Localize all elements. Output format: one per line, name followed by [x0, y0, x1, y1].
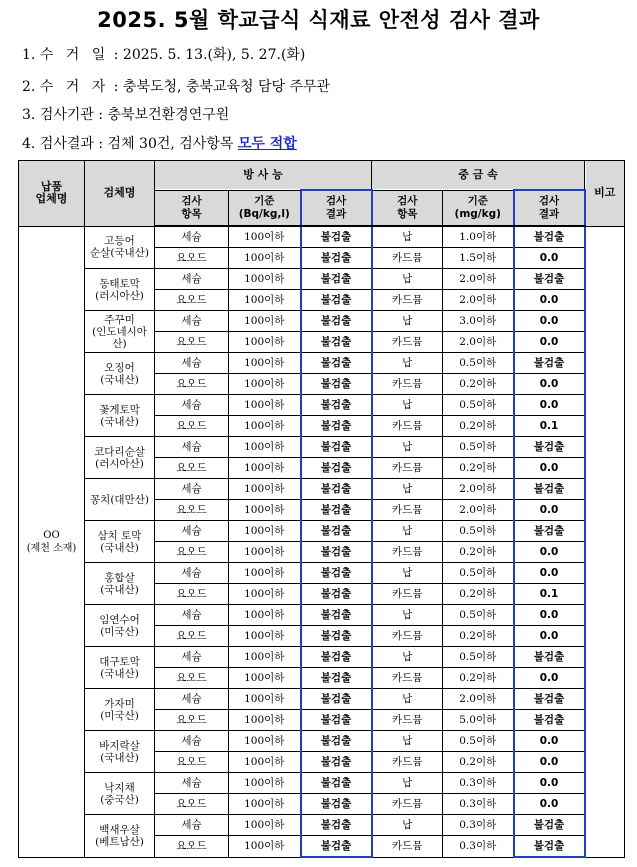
rad-item-cell: 세슘	[155, 479, 229, 500]
hm-item-cell: 납	[372, 773, 443, 794]
rad-result-cell: 불검출	[301, 626, 372, 647]
header-sample: 검체명	[85, 161, 155, 227]
rad-result-cell: 불검출	[301, 374, 372, 395]
sample-name-cell: 가자미 (미국산)	[85, 689, 155, 731]
hm-result-cell: 불검출	[514, 521, 585, 542]
info-label: 수 거 자	[39, 79, 110, 95]
hm-standard-cell: 0.3이하	[443, 815, 514, 836]
info-line-collector: 2. 수 거 자 : 충북도청, 충북교육청 담당 주무관	[22, 79, 331, 95]
hm-result-cell: 불검출	[514, 689, 585, 710]
rad-item-cell: 요오드	[155, 752, 229, 773]
rad-standard-cell: 100이하	[229, 605, 301, 626]
table-row	[19, 226, 625, 248]
hm-standard-cell: 0.2이하	[443, 374, 514, 395]
rad-standard-cell: 100이하	[229, 226, 301, 248]
hm-item-cell: 카드뮴	[372, 710, 443, 731]
rad-result-cell: 불검출	[301, 647, 372, 668]
info-value: 2025. 5. 13.(화), 5. 27.(화)	[122, 47, 306, 63]
info-value: 검체 30건, 검사항목	[107, 136, 234, 152]
rad-standard-cell: 100이하	[229, 710, 301, 731]
rad-item-cell: 세슘	[155, 521, 229, 542]
hm-standard-cell: 0.5이하	[443, 353, 514, 374]
hm-standard-cell: 5.0이하	[443, 710, 514, 731]
hm-result-cell: 0.0	[514, 668, 585, 689]
header-radiation: 방 사 능	[155, 161, 372, 191]
hm-standard-cell: 0.3이하	[443, 794, 514, 815]
sample-name-cell: 대구토막 (국내산)	[85, 647, 155, 689]
hm-item-cell: 카드뮴	[372, 836, 443, 858]
sample-name-cell: 동태토막 (러시아산)	[85, 269, 155, 311]
header-heavy-metal: 중 금 속	[372, 161, 585, 191]
rad-result-cell: 불검출	[301, 458, 372, 479]
hm-item-cell: 납	[372, 815, 443, 836]
rad-result-cell: 불검출	[301, 773, 372, 794]
result-highlight: 모두 적합	[237, 136, 297, 152]
rad-result-cell: 불검출	[301, 605, 372, 626]
info-line-lab: 3. 검사기관 : 충북보건환경연구원	[22, 107, 230, 123]
hm-item-cell: 납	[372, 689, 443, 710]
rad-item-cell: 요오드	[155, 584, 229, 605]
hm-result-cell: 0.0	[514, 626, 585, 647]
hm-standard-cell: 0.2이하	[443, 542, 514, 563]
hm-standard-cell: 0.2이하	[443, 416, 514, 437]
hm-item-cell: 카드뮴	[372, 542, 443, 563]
sample-name-cell: 낙지채 (중국산)	[85, 773, 155, 815]
hm-result-cell: 0.0	[514, 248, 585, 269]
rad-result-cell: 불검출	[301, 710, 372, 731]
rad-result-cell: 불검출	[301, 290, 372, 311]
hm-item-cell: 카드뮴	[372, 584, 443, 605]
hm-result-cell: 불검출	[514, 710, 585, 731]
hm-item-cell: 납	[372, 353, 443, 374]
rad-standard-cell: 100이하	[229, 689, 301, 710]
rad-standard-cell: 100이하	[229, 248, 301, 269]
rad-standard-cell: 100이하	[229, 815, 301, 836]
table-row	[19, 647, 625, 668]
hm-standard-cell: 0.3이하	[443, 836, 514, 858]
hm-item-cell: 카드뮴	[372, 794, 443, 815]
hm-standard-cell: 0.5이하	[443, 395, 514, 416]
rad-item-cell: 세슘	[155, 353, 229, 374]
rad-result-cell: 불검출	[301, 731, 372, 752]
hm-result-cell: 0.0	[514, 311, 585, 332]
hm-item-cell: 카드뮴	[372, 416, 443, 437]
note-cell	[585, 226, 625, 857]
rad-item-cell: 요오드	[155, 794, 229, 815]
hm-item-cell: 납	[372, 479, 443, 500]
rad-result-cell: 불검출	[301, 542, 372, 563]
info-label: 검사결과	[39, 136, 94, 152]
hm-result-cell: 0.1	[514, 416, 585, 437]
hm-result-cell: 0.0	[514, 731, 585, 752]
hm-item-cell: 납	[372, 647, 443, 668]
table-row	[19, 353, 625, 374]
hm-result-cell: 불검출	[514, 226, 585, 248]
rad-item-cell: 요오드	[155, 374, 229, 395]
hm-result-cell: 0.0	[514, 794, 585, 815]
table-row	[19, 773, 625, 794]
hm-result-cell: 불검출	[514, 815, 585, 836]
hm-result-cell: 0.0	[514, 332, 585, 353]
hm-item-cell: 카드뮴	[372, 290, 443, 311]
rad-item-cell: 세슘	[155, 731, 229, 752]
sample-name-cell: 백새우살 (베트남산)	[85, 815, 155, 858]
hm-standard-cell: 1.5이하	[443, 248, 514, 269]
rad-standard-cell: 100이하	[229, 584, 301, 605]
header-supplier: 납품 업체명	[19, 161, 85, 227]
hm-result-cell: 0.0	[514, 563, 585, 584]
info-num: 3.	[22, 107, 36, 123]
rad-standard-cell: 100이하	[229, 332, 301, 353]
rad-standard-cell: 100이하	[229, 542, 301, 563]
table-row	[19, 731, 625, 752]
header-rad-result: 검사 결과	[301, 190, 372, 226]
hm-result-cell: 0.0	[514, 752, 585, 773]
rad-item-cell: 세슘	[155, 311, 229, 332]
rad-standard-cell: 100이하	[229, 794, 301, 815]
rad-result-cell: 불검출	[301, 226, 372, 248]
info-num: 2.	[22, 79, 36, 95]
header-hm-item: 검사 항목	[372, 190, 443, 226]
inspection-results-table	[18, 160, 625, 858]
hm-result-cell: 불검출	[514, 437, 585, 458]
header-hm-standard: 기준 (mg/kg)	[443, 190, 514, 226]
table-row	[19, 269, 625, 290]
rad-item-cell: 세슘	[155, 563, 229, 584]
hm-item-cell: 카드뮴	[372, 668, 443, 689]
rad-result-cell: 불검출	[301, 815, 372, 836]
rad-standard-cell: 100이하	[229, 647, 301, 668]
header-hm-result: 검사 결과	[514, 190, 585, 226]
sample-name-cell: 오징어 (국내산)	[85, 353, 155, 395]
rad-standard-cell: 100이하	[229, 353, 301, 374]
info-value: 충북보건환경연구원	[107, 107, 230, 123]
hm-item-cell: 납	[372, 311, 443, 332]
sample-name-cell: 바지락살 (국내산)	[85, 731, 155, 773]
hm-standard-cell: 0.2이하	[443, 668, 514, 689]
rad-item-cell: 요오드	[155, 500, 229, 521]
hm-result-cell: 불검출	[514, 353, 585, 374]
header-note: 비고	[585, 161, 625, 227]
rad-standard-cell: 100이하	[229, 563, 301, 584]
sample-name-cell: 꽁치(대만산)	[85, 479, 155, 521]
rad-standard-cell: 100이하	[229, 836, 301, 858]
info-line-result: 4. 검사결과 : 검체 30건, 검사항목 모두 적합	[22, 136, 297, 152]
rad-item-cell: 세슘	[155, 689, 229, 710]
rad-item-cell: 세슘	[155, 437, 229, 458]
rad-item-cell: 세슘	[155, 773, 229, 794]
hm-result-cell: 0.0	[514, 542, 585, 563]
hm-standard-cell: 0.5이하	[443, 563, 514, 584]
hm-item-cell: 납	[372, 563, 443, 584]
rad-item-cell: 요오드	[155, 290, 229, 311]
hm-standard-cell: 2.0이하	[443, 290, 514, 311]
hm-result-cell: 0.0	[514, 458, 585, 479]
hm-standard-cell: 2.0이하	[443, 689, 514, 710]
rad-result-cell: 불검출	[301, 689, 372, 710]
rad-item-cell: 요오드	[155, 248, 229, 269]
info-line-collection-date: 1. 수 거 일 : 2025. 5. 13.(화), 5. 27.(화)	[22, 47, 306, 63]
header-rad-item: 검사 항목	[155, 190, 229, 226]
hm-item-cell: 납	[372, 731, 443, 752]
hm-standard-cell: 0.2이하	[443, 584, 514, 605]
hm-result-cell: 불검출	[514, 269, 585, 290]
rad-result-cell: 불검출	[301, 353, 372, 374]
rad-result-cell: 불검출	[301, 584, 372, 605]
sample-name-cell: 주꾸미 (인도네시아산)	[85, 311, 155, 353]
rad-item-cell: 요오드	[155, 332, 229, 353]
rad-standard-cell: 100이하	[229, 311, 301, 332]
hm-result-cell: 불검출	[514, 836, 585, 858]
table-row	[19, 815, 625, 836]
table-row	[19, 563, 625, 584]
rad-standard-cell: 100이하	[229, 479, 301, 500]
rad-item-cell: 세슘	[155, 395, 229, 416]
hm-standard-cell: 0.2이하	[443, 752, 514, 773]
rad-standard-cell: 100이하	[229, 521, 301, 542]
hm-item-cell: 납	[372, 605, 443, 626]
rad-item-cell: 세슘	[155, 269, 229, 290]
hm-standard-cell: 0.5이하	[443, 731, 514, 752]
rad-result-cell: 불검출	[301, 521, 372, 542]
hm-result-cell: 0.0	[514, 374, 585, 395]
table-row	[19, 521, 625, 542]
rad-result-cell: 불검출	[301, 437, 372, 458]
rad-result-cell: 불검출	[301, 248, 372, 269]
rad-result-cell: 불검출	[301, 395, 372, 416]
rad-result-cell: 불검출	[301, 836, 372, 858]
hm-item-cell: 카드뮴	[372, 374, 443, 395]
table-row	[19, 311, 625, 332]
rad-result-cell: 불검출	[301, 794, 372, 815]
sample-name-cell: 삼치 토막 (국내산)	[85, 521, 155, 563]
hm-result-cell: 0.0	[514, 605, 585, 626]
hm-standard-cell: 0.5이하	[443, 647, 514, 668]
table-row	[19, 479, 625, 500]
info-num: 4.	[22, 136, 36, 152]
sample-name-cell: 코다리순살 (러시아산)	[85, 437, 155, 479]
rad-item-cell: 요오드	[155, 416, 229, 437]
rad-standard-cell: 100이하	[229, 458, 301, 479]
rad-result-cell: 불검출	[301, 332, 372, 353]
rad-result-cell: 불검출	[301, 500, 372, 521]
hm-item-cell: 카드뮴	[372, 458, 443, 479]
rad-item-cell: 세슘	[155, 226, 229, 248]
sample-name-cell: 임연수어 (미국산)	[85, 605, 155, 647]
hm-standard-cell: 0.5이하	[443, 521, 514, 542]
rad-item-cell: 요오드	[155, 626, 229, 647]
rad-standard-cell: 100이하	[229, 731, 301, 752]
table-row	[19, 605, 625, 626]
hm-standard-cell: 2.0이하	[443, 269, 514, 290]
info-value: 충북도청, 충북교육청 담당 주무관	[122, 79, 331, 95]
rad-item-cell: 세슘	[155, 605, 229, 626]
info-label: 수 거 일	[39, 47, 110, 63]
hm-item-cell: 납	[372, 226, 443, 248]
hm-standard-cell: 0.2이하	[443, 626, 514, 647]
hm-standard-cell: 3.0이하	[443, 311, 514, 332]
rad-result-cell: 불검출	[301, 269, 372, 290]
hm-result-cell: 0.0	[514, 773, 585, 794]
rad-standard-cell: 100이하	[229, 395, 301, 416]
hm-standard-cell: 2.0이하	[443, 332, 514, 353]
rad-standard-cell: 100이하	[229, 626, 301, 647]
rad-result-cell: 불검출	[301, 668, 372, 689]
supplier-cell: OO (제천 소재)	[19, 226, 85, 857]
rad-standard-cell: 100이하	[229, 290, 301, 311]
rad-result-cell: 불검출	[301, 311, 372, 332]
sample-name-cell: 고등어 순살(국내산)	[85, 226, 155, 269]
results-body	[19, 226, 625, 857]
rad-item-cell: 세슘	[155, 815, 229, 836]
sample-name-cell: 꽃게토막 (국내산)	[85, 395, 155, 437]
rad-item-cell: 요오드	[155, 710, 229, 731]
hm-standard-cell: 1.0이하	[443, 226, 514, 248]
rad-item-cell: 요오드	[155, 542, 229, 563]
hm-standard-cell: 0.2이하	[443, 458, 514, 479]
hm-standard-cell: 0.5이하	[443, 437, 514, 458]
hm-standard-cell: 0.3이하	[443, 773, 514, 794]
rad-item-cell: 세슘	[155, 647, 229, 668]
hm-result-cell: 0.0	[514, 500, 585, 521]
rad-result-cell: 불검출	[301, 416, 372, 437]
table-row	[19, 437, 625, 458]
hm-item-cell: 납	[372, 395, 443, 416]
hm-item-cell: 카드뮴	[372, 626, 443, 647]
hm-standard-cell: 0.5이하	[443, 605, 514, 626]
hm-result-cell: 불검출	[514, 647, 585, 668]
rad-standard-cell: 100이하	[229, 416, 301, 437]
info-label: 검사기관	[39, 107, 94, 123]
hm-result-cell: 0.0	[514, 290, 585, 311]
hm-result-cell: 0.0	[514, 395, 585, 416]
hm-item-cell: 납	[372, 521, 443, 542]
page-title: 2025. 5월 학교급식 식재료 안전성 검사 결과	[97, 8, 540, 32]
hm-item-cell: 카드뮴	[372, 752, 443, 773]
rad-standard-cell: 100이하	[229, 500, 301, 521]
hm-standard-cell: 2.0이하	[443, 479, 514, 500]
rad-result-cell: 불검출	[301, 563, 372, 584]
hm-item-cell: 납	[372, 437, 443, 458]
rad-item-cell: 요오드	[155, 836, 229, 858]
hm-result-cell: 불검출	[514, 479, 585, 500]
header-rad-standard: 기준 (Bq/kg,l)	[229, 190, 301, 226]
rad-result-cell: 불검출	[301, 752, 372, 773]
table-row	[19, 689, 625, 710]
table-row	[19, 395, 625, 416]
hm-standard-cell: 2.0이하	[443, 500, 514, 521]
hm-item-cell: 카드뮴	[372, 248, 443, 269]
rad-standard-cell: 100이하	[229, 374, 301, 395]
hm-result-cell: 0.1	[514, 584, 585, 605]
sample-name-cell: 홍합살 (국내산)	[85, 563, 155, 605]
rad-standard-cell: 100이하	[229, 269, 301, 290]
rad-item-cell: 요오드	[155, 458, 229, 479]
info-num: 1.	[22, 47, 36, 63]
rad-item-cell: 요오드	[155, 668, 229, 689]
rad-standard-cell: 100이하	[229, 773, 301, 794]
hm-item-cell: 카드뮴	[372, 332, 443, 353]
rad-standard-cell: 100이하	[229, 752, 301, 773]
rad-result-cell: 불검출	[301, 479, 372, 500]
rad-standard-cell: 100이하	[229, 668, 301, 689]
rad-standard-cell: 100이하	[229, 437, 301, 458]
hm-item-cell: 납	[372, 269, 443, 290]
hm-item-cell: 카드뮴	[372, 500, 443, 521]
